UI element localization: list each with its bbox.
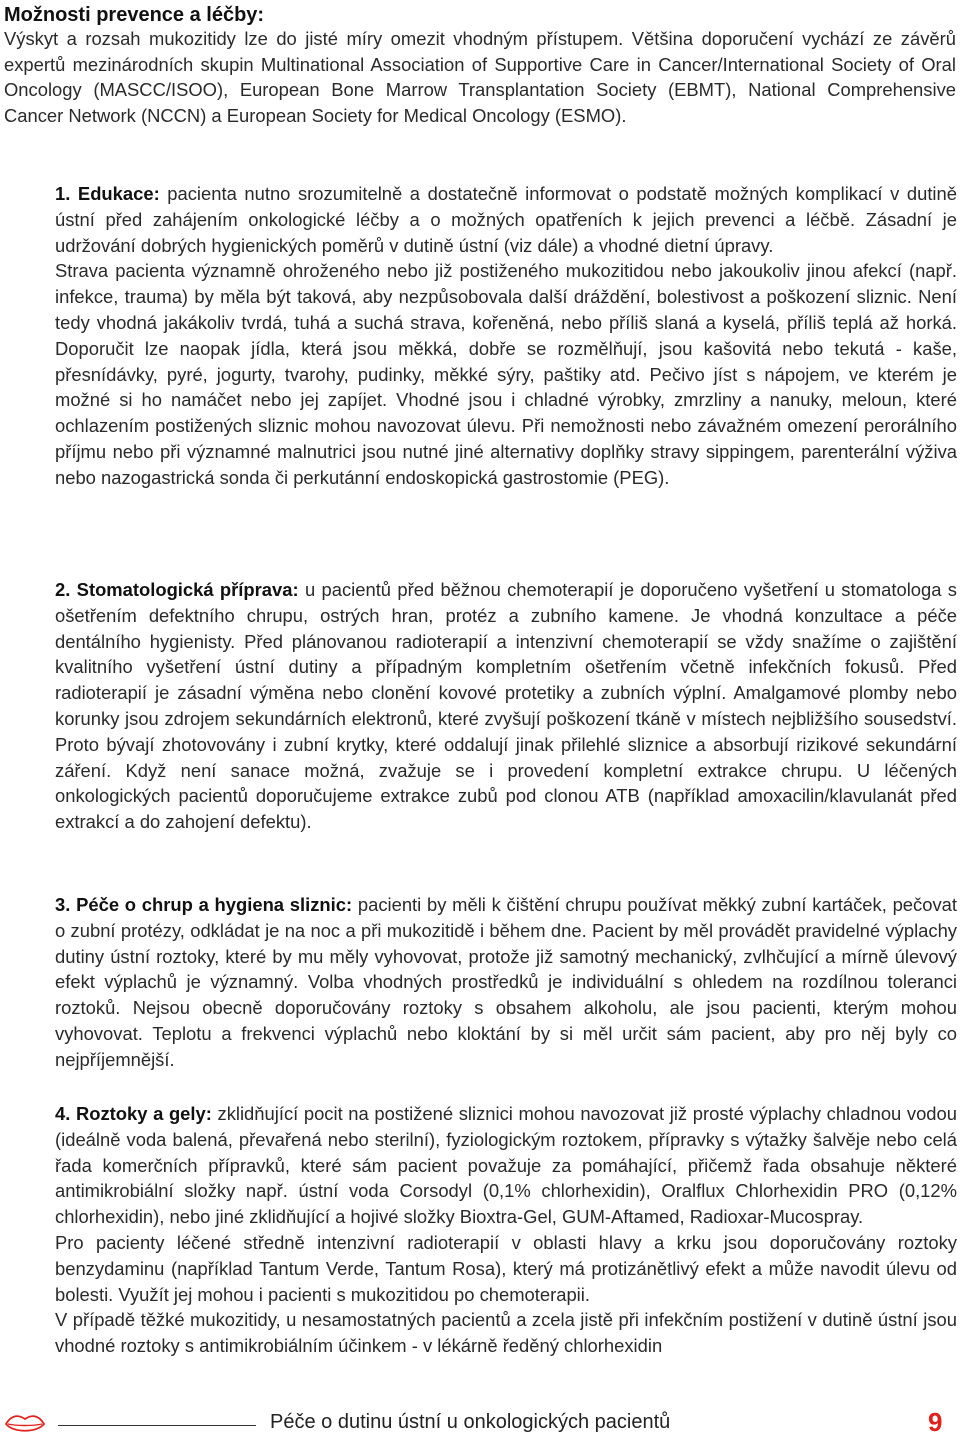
item-number: 4. <box>55 1103 71 1124</box>
intro-paragraph: Výskyt a rozsah mukozitidy lze do jisté míry omezit vhodným přístupem. Většina doporučení vychází ze závěrů expertů mezinárodních skupin Multinational Association of Supportive Care in Cancer/International Society of Oral Oncology (MASCC/ISOO), European Bone Marrow Transplantation Society (EBMT), National Comprehensive Cancer Network (NCCN) a European Society for Medical Oncology (ESMO). <box>4 28 956 126</box>
item-text: zklidňující pocit na postižené sliznici mohou navozovat již prosté výplachy chladnou vodou (ideálně voda balená, převařená nebo sterilní), fyziologickým roztokem, přípravky s výtažky šalvěje nebo celá řada komerčních přípravků, které sám pacient považuje za pomáhající, přičemž řada obsahuje některé antimikrobiální složky např. ústní voda Corsodyl (0,1% chlorhexidin), Oralflux Chlorhexidin PRO (0,12% chlorhexidin), nebo jiné zklidňující a hojivé složky Bioxtra-Gel, GUM-Aftamed, Radioxar-Mucospray. <box>55 1103 957 1228</box>
page-footer <box>0 1405 960 1443</box>
item-number: 1. <box>55 183 71 204</box>
item-title: Roztoky a gely: <box>75 1103 212 1124</box>
item-paragraph: Strava pacienta významně ohroženého nebo již postiženého mukozitidou nebo jakoukoliv jinou afekcí (např. infekce, trauma) by měla být taková, aby nezpůsobovala další dráždění, bolestivost a poškození sliznic. Není tedy vhodná jakákoliv tvrdá, tuhá a suchá strava, kořeněná, nebo příliš slaná a kyselá, příliš teplá až horká. Doporučit lze naopak jídla, která jsou měkká, dobře se rozmělňují, jsou kašovitá nebo tekutá - kaše, přesnídávky, pyré, jogurty, tvarohy, pudinky, měkké sýry, paštiky atd. Pečivo jíst s nápojem, ve kterém je možné si ho namáčet nebo jej zapíjet. Vhodné jsou i chladné výrobky, zmrzliny a nanuky, meloun, které ochlazením postižených sliznic mohou navozovat úlevu. Při nemožnosti nebo závažném omezení perorálního příjmu nebo při významné malnutrici jsou nutné jiné alternativy doplňky stravy sippingem, parenterální výživa nebo nazogastrická sonda či perkutánní endoskopická gastrostomie (PEG). <box>55 260 957 488</box>
item-paragraph <box>55 577 957 835</box>
list-item-solutions <box>55 1101 957 1359</box>
footer-divider <box>58 1425 256 1426</box>
item-title: Stomatologická příprava: <box>76 579 299 600</box>
item-text: pacienta nutno srozumitelně a dostatečně informovat o podstatě možných komplikací v dutině ústní před zahájením onkologické léčby a o možných opatřeních k jejich prevenci a léčbě. Zásadní je udržování dobrých hygienických poměrů v dutině ústní (viz dále) a vhodné dietní úpravy. <box>55 183 957 256</box>
item-title: Péče o chrup a hygiena sliznic: <box>76 894 353 915</box>
item-number: 3. <box>55 894 71 915</box>
page-number: 9 <box>928 1407 943 1437</box>
item-text: u pacientů před běžnou chemoterapií je doporučeno vyšetření u stomatologa s ošetřením defektního chrupu, ostrých hran, protéz a zubního kamene. Je vhodná konzultace a péče dentálního hygienisty. Před plánovanou radioterapií a intenzivní chemoterapií se vždy snažíme o zajištění kvalitního vyšetření ústní dutiny a případným kompletním ošetřením včetně infekčních fokusů. Před radioterapií je zásadní výměna nebo clonění kovové protetiky a zubních výplní. Amalgamové plomby nebo korunky jsou zdrojem sekundárních elektronů, které zvyšují poškození tkáně v místech nejbližšího sousedství. Proto bývají zhotovovány i zubní krytky, které oddalují jinak přilehlé sliznice a absorbují rizikové sekundární záření. Když není sanace možná, zvažuje se i provedení kompletní extrakce chrupu. U léčených onkologických pacientů doporučujeme extrakce zubů pod clonou ATB (například amoxacilin/klavulanát před extrakcí a do zahojení defektu). <box>55 579 957 833</box>
list-item-hygiene <box>55 892 957 1073</box>
list-item-education <box>55 181 957 491</box>
lips-icon <box>4 1411 46 1437</box>
item-title: Edukace: <box>77 183 160 204</box>
section-heading: Možnosti prevence a léčby: <box>4 4 265 26</box>
item-paragraph <box>55 181 957 258</box>
item-number: 2. <box>55 579 71 600</box>
item-paragraph <box>55 1101 957 1230</box>
list-item-stomatology <box>55 577 957 835</box>
item-paragraph: V případě těžké mukozitidy, u nesamostatných pacientů a zcela jistě při infekčním postižení v dutině ústní jsou vhodné roztoky s antimikrobiálním účinkem - v lékárně ředěný chlorhexidin <box>55 1309 957 1357</box>
item-paragraph <box>55 892 957 1073</box>
footer-title: Péče o dutinu ústní u onkologických pacientů <box>270 1411 671 1433</box>
item-paragraph: Pro pacienty léčené středně intenzivní radioterapií v oblasti hlavy a krku jsou doporučovány roztoky benzydaminu (například Tantum Verde, Tantum Rosa), který má protizánětlivý efekt a může navodit úlevu od bolesti. Využít jej mohou i pacienti s mukozitidou po chemoterapii. <box>55 1231 957 1305</box>
item-text: pacienti by měli k čištění chrupu používat měkký zubní kartáček, pečovat o zubní protézy, odkládat je na noc a při mukozitidě i během dne. Pacient by měl provádět pravidelné výplachy dutiny ústní roztoky, které by mu měly vyhovovat, protože již samotný mechanický, zvlhčující a mírně úlevový efekt výplachů je významný. Volba vhodných prostředků je individuální s ohledem na rozdílnou toleranci roztoků. Nejsou obecně doporučovány roztoky s obsahem alkoholu, ale jsou pacienti, kterým mohou vyhovovat. Teplotu a frekvenci výplachů nebo kloktání by si měl určit sám pacient, aby pro něj byly co nejpříjemnější. <box>55 894 957 1070</box>
